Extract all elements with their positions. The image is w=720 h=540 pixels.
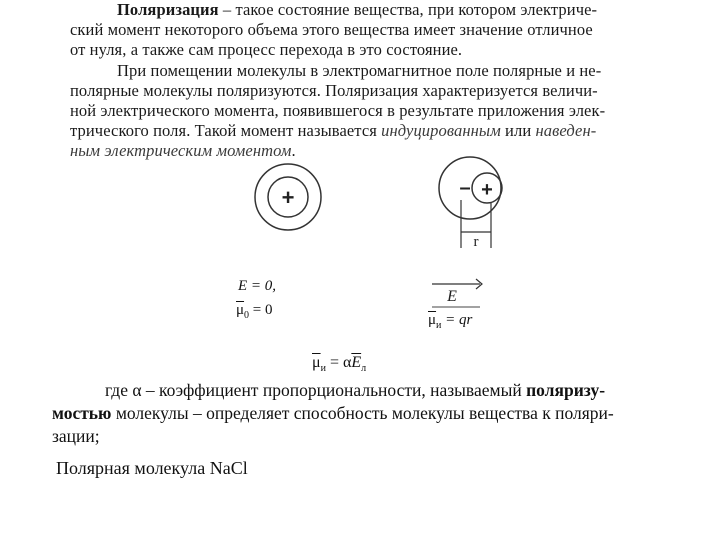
main-e-subscript: л: [361, 363, 367, 375]
para3-line3: зации;: [52, 426, 100, 446]
para1-line1-text: – такое состояние вещества, при котором электриче-: [218, 0, 598, 19]
main-mu-symbol: $\overline{\mu}$: [312, 354, 321, 371]
mui-value: = qr: [441, 312, 473, 328]
mu0-symbol: $\overline{\mu}$: [236, 302, 245, 318]
term-induced-2a: наведен-: [535, 121, 597, 140]
r-label: r: [473, 234, 479, 250]
para3-line2: [52, 403, 614, 424]
term-induced: индуцированным: [381, 121, 501, 140]
mui-subscript: и: [436, 320, 442, 331]
caption-nacl: Полярная молекула NaCl: [56, 458, 248, 478]
term-polarizability-2: мостью: [52, 403, 112, 423]
para2-line3: ной электрического момента, появившегося в результате приложения элек-: [70, 101, 606, 120]
main-eq: = α: [325, 354, 352, 371]
term-polarization: Поляризация: [117, 0, 219, 19]
para2-line5-end: .: [291, 141, 296, 160]
field-label: E: [447, 288, 457, 305]
para2-or: или: [500, 121, 536, 140]
right-plus-sign: +: [481, 179, 493, 201]
formula-e-zero-text: E = 0,: [238, 278, 277, 294]
mu0-subscript: 0: [244, 310, 250, 321]
left-plus-sign: +: [281, 185, 295, 210]
para2-line1: При помещении молекулы в электромагнитное поле полярные и не-: [117, 61, 602, 80]
para3-line2-text: молекулы – определяет способность молекулы вещества к поляри-: [111, 403, 614, 423]
main-e-symbol: $\overline{E}$: [351, 354, 362, 371]
mu0-value: = 0: [249, 302, 273, 318]
right-minus-sign: –: [459, 177, 471, 199]
para3-line1: [105, 380, 605, 401]
formula-mu-zero: [236, 302, 273, 321]
term-induced-2b: ным электрическим моментом: [70, 141, 292, 160]
formula-polarizability: [312, 354, 366, 374]
para2-line2: полярные молекулы поляризуются. Поляризация характеризуется величи-: [70, 81, 598, 100]
term-polarizability-1: поляризу-: [526, 380, 606, 400]
main-mu-subscript: и: [320, 363, 326, 375]
para1-line3: от нуля, а также сам процесс перехода в это состояние.: [70, 40, 463, 59]
para3-line1-text: где α – коэффициент пропорциональности, называемый: [105, 380, 527, 400]
para2-line4-text: трического поля. Такой момент называется: [70, 121, 382, 140]
mui-symbol: $\overline{\mu}$: [428, 312, 437, 328]
formula-e-zero: [238, 278, 276, 295]
para1-line2: ский момент некоторого объема этого вещества имеет значение отличное: [70, 20, 593, 39]
formula-mu-qr: [428, 312, 472, 331]
